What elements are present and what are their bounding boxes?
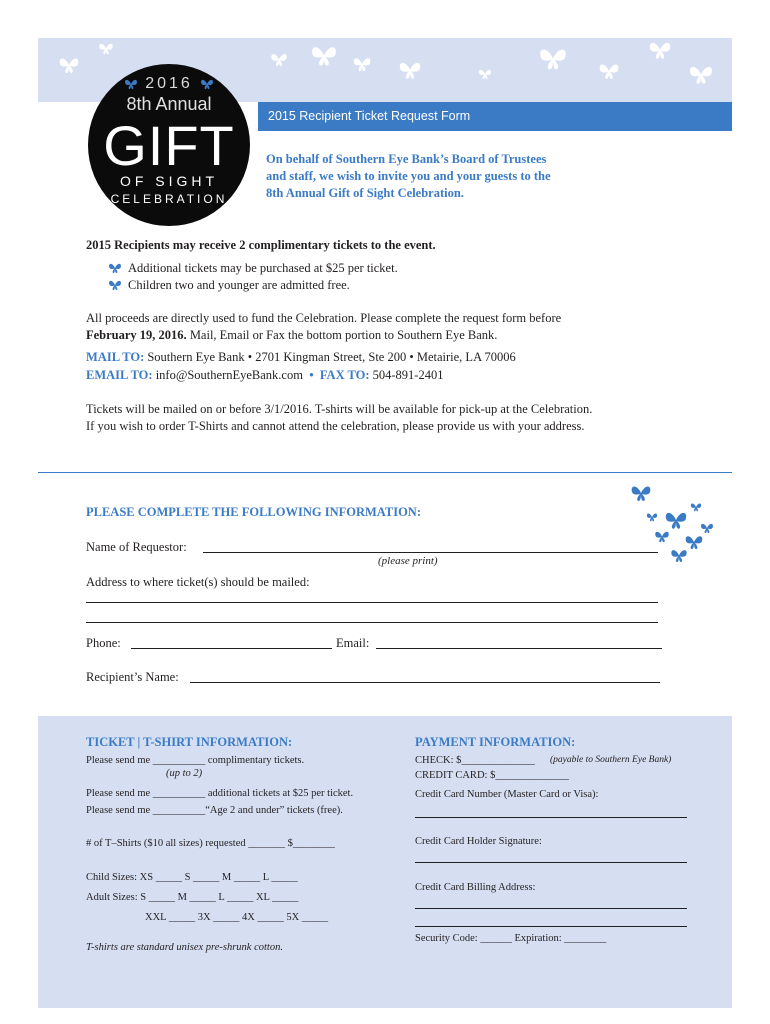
butterfly-icon bbox=[630, 484, 652, 502]
email-label: EMAIL TO: bbox=[86, 368, 153, 382]
form-title: 2015 Recipient Ticket Request Form bbox=[268, 109, 471, 123]
please-print-hint: (please print) bbox=[378, 555, 438, 567]
butterfly-icon bbox=[58, 56, 80, 74]
cc-number-field[interactable] bbox=[415, 817, 687, 818]
tickets-note-line: Tickets will be mailed on or before 3/1/2016. T-shirts will be available for pick-up at the Celebration. bbox=[86, 402, 593, 416]
butterfly-icon bbox=[108, 262, 122, 274]
intro-line: and staff, we wish to invite you and your guests to the bbox=[266, 169, 551, 183]
phone-label: Phone: bbox=[86, 636, 121, 650]
requestor-label: Name of Requestor: bbox=[86, 540, 187, 554]
tshirt-count-field[interactable]: # of T–Shirts ($10 all sizes) requested _______ $________ bbox=[86, 838, 335, 849]
credit-card-amount-field[interactable]: CREDIT CARD: $______________ bbox=[415, 770, 569, 781]
bullet-text: Additional tickets may be purchased at $25 per ticket. bbox=[128, 261, 398, 275]
butterfly-icon bbox=[648, 40, 672, 60]
butterfly-icon bbox=[690, 502, 702, 512]
check-payable-note: (payable to Southern Eye Bank) bbox=[550, 755, 672, 765]
complimentary-tickets-field[interactable]: Please send me __________ complimentary tickets. bbox=[86, 755, 305, 766]
butterfly-icon bbox=[646, 512, 658, 522]
butterfly-icon bbox=[478, 68, 492, 80]
butterfly-icon bbox=[98, 42, 114, 55]
butterfly-icon bbox=[398, 60, 422, 80]
proceeds-paragraph bbox=[86, 310, 646, 343]
cc-number-label: Credit Card Number (Master Card or Visa): bbox=[415, 789, 599, 800]
phone-field[interactable] bbox=[131, 648, 332, 649]
butterfly-icon bbox=[670, 548, 688, 563]
list-item bbox=[86, 260, 398, 277]
proceeds-line: All proceeds are directly used to fund the Celebration. Please complete the request form before bbox=[86, 311, 562, 325]
age-2-tickets-field[interactable]: Please send me __________“Age 2 and under” tickets (free). bbox=[86, 805, 343, 816]
butterfly-icon bbox=[310, 44, 338, 67]
gift-of-sight-logo bbox=[88, 64, 250, 226]
up-to-hint: (up to 2) bbox=[166, 768, 203, 779]
butterfly-icon bbox=[108, 279, 122, 291]
additional-tickets-field[interactable]: Please send me __________ additional tickets at $25 per ticket. bbox=[86, 788, 354, 799]
child-sizes-field[interactable]: Child Sizes: XS _____ S _____ M _____ L _____ bbox=[86, 872, 298, 883]
address-field-line-1[interactable] bbox=[86, 602, 658, 603]
fax-value: 504-891-2401 bbox=[369, 368, 444, 382]
address-field-line-2[interactable] bbox=[86, 622, 658, 623]
butterfly-icon bbox=[700, 522, 714, 534]
cc-holder-signature-field[interactable] bbox=[415, 862, 687, 863]
form-title-bar bbox=[258, 102, 732, 131]
logo-year: 2016 bbox=[145, 75, 193, 92]
fax-label: FAX TO: bbox=[319, 368, 370, 382]
check-amount-field[interactable]: CHECK: $______________ bbox=[415, 755, 535, 766]
adult-sizes-field[interactable]: Adult Sizes: S _____ M _____ L _____ XL _____ bbox=[86, 892, 299, 903]
proceeds-rest: Mail, Email or Fax the bottom portion to Southern Eye Bank. bbox=[186, 327, 498, 342]
adult-sizes-field-2[interactable]: XXL _____ 3X _____ 4X _____ 5X _____ bbox=[145, 912, 329, 923]
email-field[interactable] bbox=[376, 648, 662, 649]
logo-of-sight: OF SIGHT bbox=[119, 173, 219, 189]
logo-gift: GIFT bbox=[103, 114, 235, 177]
butterfly-icon bbox=[270, 52, 288, 67]
form-heading: PLEASE COMPLETE THE FOLLOWING INFORMATION: bbox=[86, 505, 421, 519]
section-divider bbox=[38, 472, 732, 473]
address-label: Address to where ticket(s) should be mailed: bbox=[86, 575, 310, 589]
logo-annual: 8th Annual bbox=[126, 94, 212, 114]
mail-value: Southern Eye Bank • 2701 Kingman Street, Ste 200 • Metairie, LA 70006 bbox=[144, 350, 516, 364]
butterfly-icon bbox=[124, 78, 138, 90]
separator: • bbox=[302, 368, 320, 382]
butterfly-icon bbox=[688, 64, 714, 85]
logo-celebration: CELEBRATION bbox=[110, 192, 228, 206]
security-expiration-field[interactable]: Security Code: ______ Expiration: ________ bbox=[415, 933, 607, 944]
email-value: info@SouthernEyeBank.com bbox=[152, 368, 303, 382]
cc-billing-label: Credit Card Billing Address: bbox=[415, 882, 536, 893]
list-item bbox=[86, 277, 398, 294]
recipient-name-field[interactable] bbox=[190, 682, 660, 683]
email-fax-row bbox=[86, 367, 443, 384]
recipients-heading: 2015 Recipients may receive 2 complimentary tickets to the event. bbox=[86, 238, 436, 252]
cc-holder-label: Credit Card Holder Signature: bbox=[415, 836, 542, 847]
tickets-note-line: If you wish to order T-Shirts and cannot attend the celebration, please provide us with your address. bbox=[86, 418, 585, 433]
logo-year-row bbox=[88, 75, 250, 93]
butterfly-icon bbox=[538, 46, 568, 71]
intro-line: On behalf of Southern Eye Bank’s Board of Trustees bbox=[266, 152, 547, 166]
cc-billing-field-line-1[interactable] bbox=[415, 908, 687, 909]
butterfly-icon bbox=[598, 62, 620, 80]
bullet-text: Children two and younger are admitted free. bbox=[128, 278, 350, 292]
mail-to bbox=[86, 349, 516, 366]
tshirt-note: T-shirts are standard unisex pre-shrunk cotton. bbox=[86, 942, 283, 953]
requestor-name-field[interactable] bbox=[203, 552, 658, 553]
proceeds-line-2 bbox=[86, 327, 646, 344]
intro-line: 8th Annual Gift of Sight Celebration. bbox=[266, 186, 464, 200]
butterfly-icon bbox=[200, 78, 214, 90]
ticket-section-heading: TICKET | T-SHIRT INFORMATION: bbox=[86, 735, 293, 749]
butterfly-icon bbox=[654, 530, 670, 543]
deadline: February 19, 2016. bbox=[86, 327, 187, 342]
butterfly-icon bbox=[352, 56, 372, 72]
butterfly-icon bbox=[664, 510, 688, 530]
recipients-bullets bbox=[86, 260, 398, 294]
email-field-label: Email: bbox=[336, 636, 370, 650]
tickets-note bbox=[86, 401, 686, 434]
cc-billing-field-line-2[interactable] bbox=[415, 926, 687, 927]
intro-text bbox=[266, 151, 626, 202]
mail-label: MAIL TO: bbox=[86, 350, 145, 364]
recipient-name-label: Recipient’s Name: bbox=[86, 670, 179, 684]
payment-section-heading: PAYMENT INFORMATION: bbox=[415, 735, 576, 749]
